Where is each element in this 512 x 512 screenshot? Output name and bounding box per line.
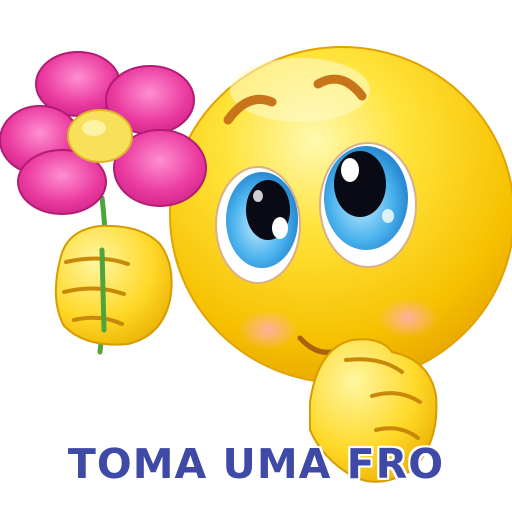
left-eye <box>216 167 300 283</box>
flower-hand <box>56 226 172 345</box>
right-eye <box>320 143 416 267</box>
caption-text: TOMA UMA FRO <box>67 440 445 488</box>
pink-flower <box>0 52 206 214</box>
